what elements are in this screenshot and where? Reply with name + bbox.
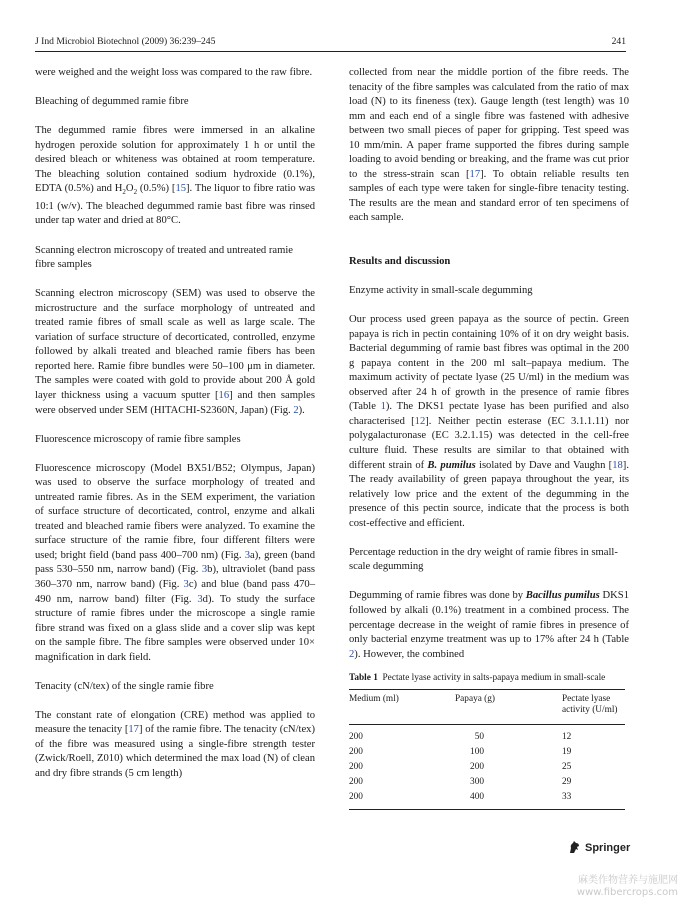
paragraph: were weighed and the weight loss was compared to the raw fibre.: [35, 67, 313, 78]
citation-link[interactable]: 15: [175, 183, 187, 195]
paragraph: Fluorescence microscopy (Model BX51/B52; Olympus, Japan) was used to observe the surface morphology of treated and untreated ramie fibres. As in the SEM experiment, the variation of surface structure of decorticated, control, enzyme and alkali treated and bleached ramie fibers were analyzed. To examine the surface structure of the ramie fibre, four different filters were used; bright field (band pass 400–700 nm) (Fig. 3a), green (band pass 530–550 nm, narrow band) (Fig. 3b), ultraviolet (band pass 360–370 nm, narrow band) (Fig. 3c) and blue (band pass 470–490 nm, narrow band) filter (Fig. 3d). To study the surface structure of ramie fibres under the microscope a single ramie fibre strand was fixed on a glass slide and a cover slip was kept on the sample fibre. The fibre samples were observed under 10× magnification in dark field.: [35, 462, 316, 663]
table-caption: Table 1 Pectate lyase activity in salts-papaya medium in small-scale: [349, 673, 606, 684]
section-heading: Scanning electron microscopy of treated and untreated ramie fibre samples: [35, 244, 293, 271]
right-column: [349, 66, 629, 810]
header-rule: [35, 51, 626, 52]
table-row: 200 300 29: [349, 777, 572, 788]
citation-link[interactable]: 17: [469, 168, 481, 180]
table-row: 200 50 12: [349, 732, 572, 743]
table-header-row: [349, 690, 625, 725]
springer-horse-icon: [568, 840, 581, 854]
subsection-heading: Enzyme activity in small-scale degumming: [349, 285, 533, 297]
section-heading: Tenacity (cN/tex) of the single ramie fibre: [35, 680, 214, 692]
figure-link[interactable]: 3: [201, 564, 208, 576]
column-header: Pectate lyase activity (U/ml): [562, 690, 625, 725]
citation-link[interactable]: 16: [218, 389, 230, 401]
page-number: 241: [611, 36, 626, 47]
citation-link[interactable]: 12: [414, 415, 426, 427]
table-row: 200 400 33: [349, 788, 625, 810]
figure-link[interactable]: 2: [293, 404, 299, 416]
citation-link[interactable]: 18: [612, 459, 623, 471]
section-heading: Bleaching of degummed ramie fibre: [35, 96, 189, 108]
section-heading: Fluorescence microscopy of ramie fibre samples: [35, 433, 241, 445]
subsection-heading: Percentage reduction in the dry weight of ramie fibres in small-scale degumming: [349, 546, 618, 573]
running-header: J Ind Microbiol Biotechnol (2009) 36:239–245: [35, 36, 216, 47]
paragraph: The constant rate of elongation (CRE) method was applied to measure the tenacity [17] of the ramie fibre. The tenacity (cN/tex) of the fibre was measured using a single-fibre strength tester (Zwick/Roell, Z010) which determined the max load (N) of clean and dry fibre strands (5 cm length): [35, 709, 315, 779]
publisher-logo: [568, 840, 630, 854]
publisher-name: Springer: [585, 842, 631, 854]
data-table: [349, 689, 625, 810]
left-column: [35, 66, 315, 782]
table-row: 200 100 19: [349, 747, 572, 758]
paragraph: Degumming of ramie fibres was done by Bacillus pumilus DKS1 followed by alkali (0.1%) treatment in a combined process. The percentage decrease in the weight of ramie fibres in presence of only bacterial enzyme treatment was up to 17% after 24 h (Table 2). However, the combined: [349, 590, 630, 660]
table-link[interactable]: 1: [380, 401, 386, 413]
paragraph: collected from near the middle portion of the fibre reeds. The tenacity of the fibre samples was calculated from the ratio of max load (N) to its fineness (tex). Gauge length (test length) was 10 mm and each end of a single fibre was fastened with adhesive between two small pieces of paper for gripping. Test speed was 10 mm/min. A paper frame supported the fibres during sample loading to avoid bending or breaking, and the frame was cut prior to the stress-strain scan [17]. To obtain reliable results ten samples of each type were taken for single-fibre tenacity testing. The results are the mean and standard error of ten specimens of each sample.: [349, 67, 629, 224]
table-link[interactable]: 2: [349, 648, 355, 660]
paragraph: Our process used green papaya as the source of pectin. Green papaya is rich in pectin containing 10% of it on dry weight basis. Bacterial degumming of ramie bast fibres was optimal in the 200 g papaya content in the 200 ml salt–papaya medium. The maximum activity of pectate lyase (25 U/ml) in the medium was observed after 24 h of growth in the presence of ramie fibres (Table 1). The DKS1 pectate lyase has been purified and also characterised [12]. Neither pectin esterase (EC 3.1.1.11) nor polygalacturonase (EC 3.2.1.15) was detected in the cell-free culture fluid. These results are similar to that obtained with different strain of B. pumilus isolated by Dave and Vaughn [18]. The ready availability of green papaya throughout the year, its relatively low price and the extent of the degumming in the presence of this pectin source, indicate that the process is both cost-effective and efficient.: [349, 314, 629, 529]
figure-link[interactable]: 3: [244, 549, 251, 561]
column-header: Medium (ml): [349, 690, 455, 725]
watermark: 麻类作物营养与施肥网 www.fibercrops.com: [576, 875, 678, 898]
figure-link[interactable]: 3: [183, 578, 189, 590]
figure-link[interactable]: 3: [197, 593, 203, 605]
paragraph: Scanning electron microscopy (SEM) was used to observe the microstructure and the surface morphology of untreated and treated ramie fibres of small scale as well as large scale. The variation of surface structure of decorticated, controlled, enzyme followed by alkali treated and bleached ramie fibers has been reported here. Ramie fibre bundles were 50–100 μm in diameter. The samples were coated with gold to provide about 200 Å gold layer thickness using a vacuum sputter [16] and then samples were observed under SEM (HITACHI-S2360N, Japan) (Fig. 2).: [35, 288, 316, 416]
paragraph: The degummed ramie fibres were immersed in an alkaline hydrogen peroxide solution for approximately 1 h or until the desired bleach or whiteness was obtained at room temperature. The bleaching solution contained sodium hydroxide (0.1%), EDTA (0.5%) and $H_2O_2$ (0.5%) [15]. The liquor to fibre ratio was 10:1 (w/v). The bleached degummed ramie bast fibre was rinsed under tap water and dried at 80°C.: [35, 125, 316, 227]
column-header: Papaya (g): [455, 690, 562, 725]
section-heading: Results and discussion: [349, 256, 451, 268]
table-row: 200 200 25: [349, 762, 572, 773]
citation-link[interactable]: 17: [128, 724, 139, 736]
